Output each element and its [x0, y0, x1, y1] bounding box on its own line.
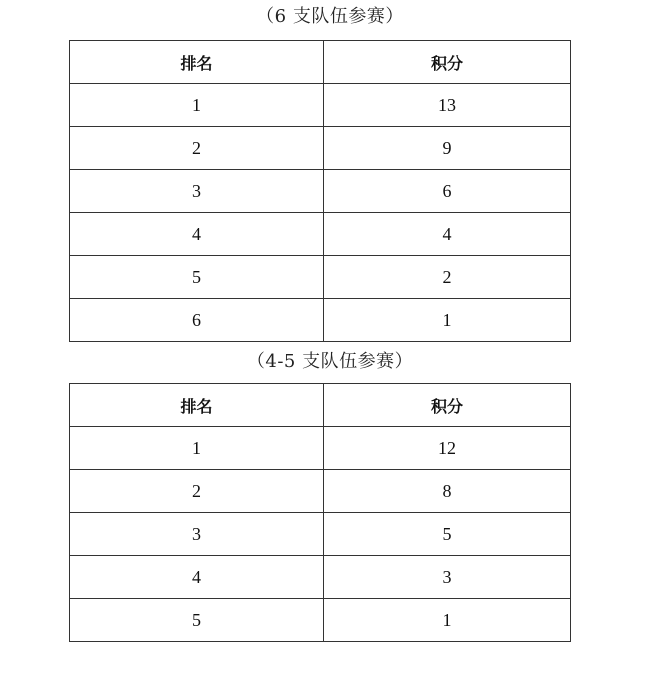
rank-column-header: 排名 [70, 384, 324, 427]
rank-cell: 3 [70, 170, 324, 213]
table-row [70, 599, 571, 642]
points-cell: 6 [324, 170, 571, 213]
points-cell: 5 [324, 513, 571, 556]
rank-cell: 5 [70, 256, 324, 299]
points-cell: 1 [324, 299, 571, 342]
table-row [70, 170, 571, 213]
rank-cell: 3 [70, 513, 324, 556]
ranking-points-table-4-5-teams [69, 383, 571, 642]
rank-cell: 4 [70, 556, 324, 599]
rank-cell: 5 [70, 599, 324, 642]
table-row [70, 556, 571, 599]
rank-cell: 2 [70, 127, 324, 170]
points-cell: 12 [324, 427, 571, 470]
points-cell: 3 [324, 556, 571, 599]
table-row [70, 127, 571, 170]
table-row [70, 213, 571, 256]
table-header-row [70, 41, 571, 84]
table-row [70, 470, 571, 513]
table-row [70, 513, 571, 556]
points-column-header: 积分 [324, 41, 571, 84]
points-cell: 13 [324, 84, 571, 127]
rank-column-header: 排名 [70, 41, 324, 84]
points-cell: 2 [324, 256, 571, 299]
table-row [70, 299, 571, 342]
rank-cell: 6 [70, 299, 324, 342]
points-cell: 8 [324, 470, 571, 513]
points-cell: 9 [324, 127, 571, 170]
ranking-points-table-6-teams [69, 40, 571, 342]
points-cell: 1 [324, 599, 571, 642]
points-cell: 4 [324, 213, 571, 256]
table-row [70, 84, 571, 127]
rank-cell: 4 [70, 213, 324, 256]
table-row [70, 427, 571, 470]
table-caption-6-teams: （6 支队伍参赛） [256, 6, 404, 27]
table-caption-4-5-teams: （4-5 支队伍参赛） [246, 351, 414, 372]
rank-cell: 1 [70, 84, 324, 127]
points-column-header: 积分 [324, 384, 571, 427]
table-row [70, 256, 571, 299]
rank-cell: 2 [70, 470, 324, 513]
table-header-row [70, 384, 571, 427]
rank-cell: 1 [70, 427, 324, 470]
